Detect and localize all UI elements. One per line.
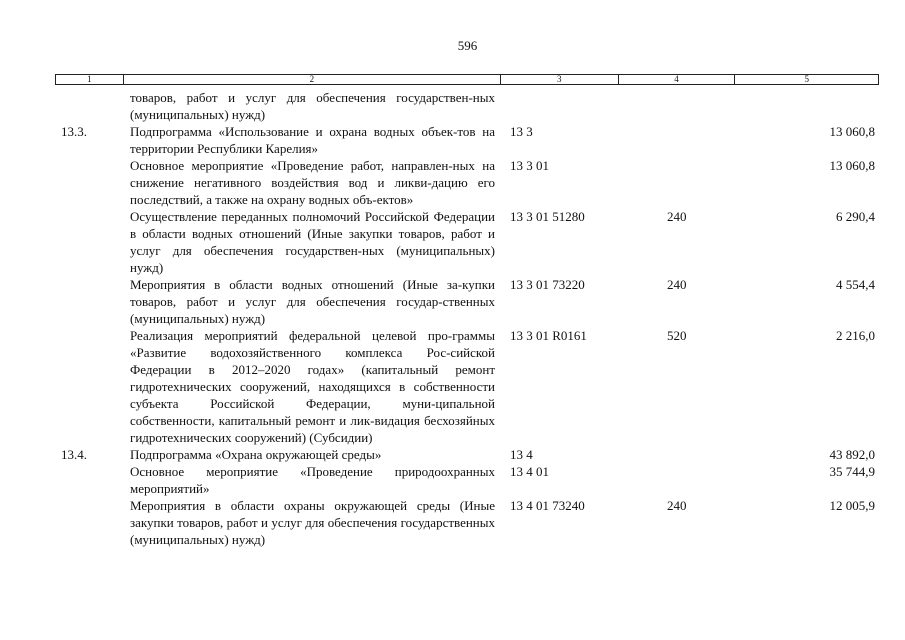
row-code: 13 3 01 51280 [510, 209, 585, 224]
row-description: Подпрограмма «Охрана окружающей среды» [130, 447, 382, 462]
row-description: товаров, работ и услуг для обеспечения государствен-ных (муниципальных) нужд) [130, 90, 495, 122]
row-code: 13 4 01 73240 [510, 498, 585, 513]
row-description: Мероприятия в области водных отношений (Иные за-купки товаров, работ и услуг для обеспечения государ-ственных (муниципальных) нужд) [130, 277, 495, 326]
row-code: 13 3 01 R0161 [510, 328, 587, 343]
column-header-4: 4 [619, 75, 736, 84]
column-header-5: 5 [804, 74, 809, 84]
page-number: 596 [457, 38, 478, 53]
row-description: Мероприятия в области охраны окружающей среды (Иные закупки товаров, работ и услуг для обеспечения государственных (муниципальных) нужд) [130, 498, 495, 547]
row-amount: 4 554,4 [836, 277, 875, 292]
row-code: 13 3 01 [510, 158, 549, 173]
row-code: 13 4 [510, 447, 533, 462]
row-amount: 12 005,9 [829, 498, 875, 513]
row-expense-kind: 240 [667, 498, 687, 513]
row-code: 13 3 01 73220 [510, 277, 585, 292]
row-expense-kind: 240 [667, 209, 687, 224]
row-amount: 13 060,8 [829, 158, 875, 173]
row-description: Подпрограмма «Использование и охрана водных объек-тов на территории Республики Карелия» [130, 124, 495, 156]
row-expense-kind: 520 [667, 328, 687, 343]
row-amount: 35 744,9 [829, 464, 875, 479]
table-row [55, 123, 879, 157]
row-expense-kind: 240 [667, 277, 687, 292]
table-row [55, 327, 879, 446]
row-description: Основное мероприятие «Проведение природоохранных мероприятий» [130, 464, 495, 496]
row-description: Осуществление переданных полномочий Российской Федерации в области водных отношений (Иные закупки товаров, работ и услуг для обеспечения государствен-ных (муниципальных) нужд) [130, 209, 495, 275]
table-row [55, 208, 879, 276]
row-description: Основное мероприятие «Проведение работ, направлен-ных на снижение негативного воздействия вод и ликви-дацию его последствий, а также на охрану водных объ-ектов» [130, 158, 495, 207]
row-code: 13 4 01 [510, 464, 549, 479]
row-amount: 6 290,4 [836, 209, 875, 224]
table-header-row [55, 74, 879, 85]
row-description: Реализация мероприятий федеральной целевой про-граммы «Развитие водохозяйственного комплекса Рос-сийской Федерации в 2012–2020 годах» (капитальный ремонт гидротехнических сооружений, находящихся в собственности субъекта Российской Федерации, муни-ципальной собственности, капитальный ремонт и лик-видация бесхозяйных гидротехнических сооружений) (Субсидии) [130, 328, 495, 445]
row-amount: 13 060,8 [829, 124, 875, 139]
column-header-3: 3 [501, 75, 619, 84]
table-row [55, 89, 879, 123]
table-row [55, 497, 879, 548]
column-header-1: 1 [56, 75, 124, 84]
table-row [55, 157, 879, 208]
row-code: 13 3 [510, 124, 533, 139]
table-row [55, 276, 879, 327]
budget-table-body [55, 89, 879, 548]
row-amount: 2 216,0 [836, 328, 875, 343]
row-number: 13.4. [61, 447, 87, 462]
table-row [55, 446, 879, 463]
row-amount: 43 892,0 [829, 447, 875, 462]
table-row [55, 463, 879, 497]
column-header-2: 2 [124, 75, 501, 84]
row-number: 13.3. [61, 124, 87, 139]
